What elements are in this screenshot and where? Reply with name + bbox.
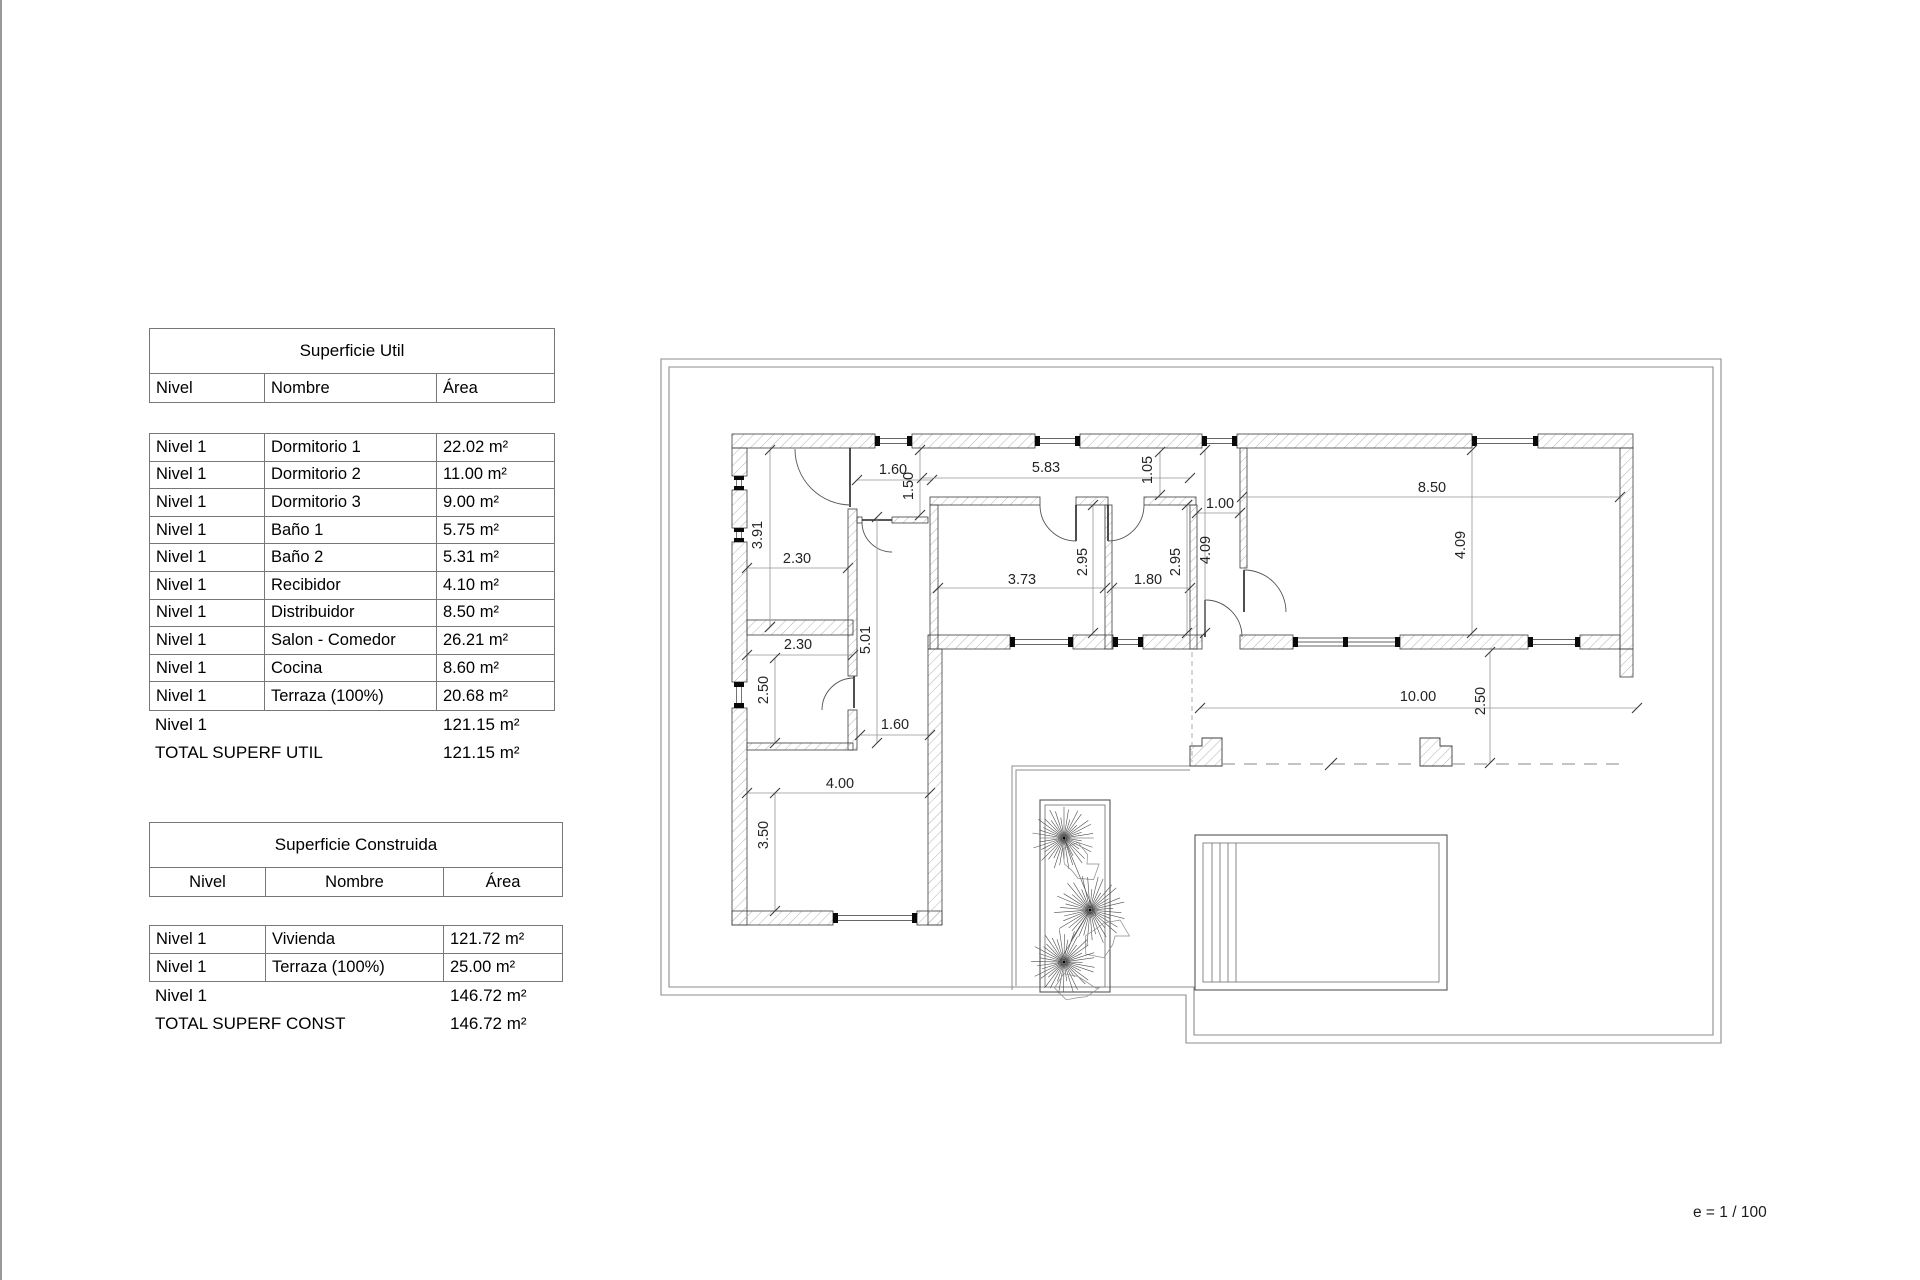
table-cell: 5.75 m²: [443, 520, 499, 539]
dimension-label: 2.50: [756, 675, 772, 705]
total-value: 121.15 m²: [443, 742, 520, 762]
plot-boundary: [661, 359, 1721, 1043]
dimension-label: 1.60: [878, 462, 908, 478]
column-header: Área: [485, 872, 521, 891]
door-entrance: [1205, 600, 1242, 637]
dimension-label: 3.73: [1007, 572, 1037, 588]
table-cell: 121.72 m²: [450, 929, 525, 948]
garden-plants: [1031, 807, 1129, 1000]
dimension-label: 4.09: [1198, 535, 1214, 565]
table-cell: 11.00 m²: [443, 465, 507, 484]
table-cell: Dormitorio 3: [265, 489, 437, 516]
total-label: TOTAL SUPERF CONST: [155, 1014, 346, 1034]
table-cell: 8.50 m²: [443, 603, 499, 622]
table-cell: Dormitorio 1: [265, 434, 437, 461]
total-label: TOTAL SUPERF UTIL: [155, 742, 323, 762]
table-cell: Nivel 1: [150, 655, 265, 682]
table-cell: Terraza (100%): [266, 954, 444, 982]
subtotal-value: 121.15 m²: [443, 714, 520, 734]
table-cell: Distribuidor: [265, 600, 437, 627]
column-header: Nivel: [150, 374, 265, 402]
column-header: Área: [443, 378, 478, 397]
subtotal-label: Nivel 1: [155, 714, 207, 734]
doors: [795, 448, 1286, 710]
pool: [1195, 835, 1447, 990]
terrace-dashed-edge: [1192, 652, 1628, 770]
table-cell: Nivel 1: [150, 544, 265, 571]
dimension-label: 5.01: [858, 625, 874, 655]
walls: [732, 434, 1633, 925]
terrace-pillar: [1190, 738, 1452, 766]
table-cell: Nivel 1: [150, 926, 266, 953]
dimension-label: 3.91: [750, 520, 766, 550]
column-header: Nombre: [266, 868, 444, 896]
table-cell: Cocina: [265, 655, 437, 682]
table-cell: Dormitorio 2: [265, 462, 437, 489]
dimension-label: 3.50: [756, 820, 772, 850]
door-bano-1: [822, 676, 854, 710]
sliding-window: [1293, 637, 1400, 647]
dimension-label: 1.50: [901, 471, 917, 501]
table-cell: Baño 1: [265, 517, 437, 544]
table-cell: Nivel 1: [150, 954, 266, 982]
dimension-label: 2.95: [1168, 547, 1184, 577]
table-cell: 20.68 m²: [443, 686, 509, 705]
total-value: 146.72 m²: [450, 1014, 527, 1034]
door-salon: [1244, 570, 1286, 612]
windows: [734, 436, 1580, 923]
table-cell: Baño 2: [265, 544, 437, 571]
garden-bed: [1040, 800, 1110, 992]
table-cell: Nivel 1: [150, 517, 265, 544]
table-cell: 8.60 m²: [443, 658, 499, 677]
dimension-label: 4.09: [1453, 530, 1469, 560]
table-cell: Recibidor: [265, 572, 437, 599]
scale-note: e = 1 / 100: [1693, 1204, 1767, 1221]
column-header: Nivel: [150, 868, 266, 896]
door-dormitorio2: [1040, 505, 1076, 541]
table-cell: Nivel 1: [150, 462, 265, 489]
dimension-label: 2.30: [782, 551, 812, 567]
table-cell: Nivel 1: [150, 572, 265, 599]
table-cell: Nivel 1: [150, 489, 265, 516]
table-cell: Nivel 1: [150, 682, 265, 710]
table-title: Superficie Util: [149, 328, 555, 374]
dimension-label: 5.83: [1031, 460, 1061, 476]
subtotal-value: 146.72 m²: [450, 986, 527, 1006]
table-cell: 9.00 m²: [443, 492, 499, 511]
dimension-labels: [750, 456, 1489, 849]
table-cell: Nivel 1: [150, 600, 265, 627]
dimension-label: 2.50: [1473, 686, 1489, 716]
dimension-label: 1.60: [880, 717, 910, 733]
door-dormitorio1: [795, 448, 851, 507]
dimension-label: 8.50: [1417, 480, 1447, 496]
door-bano-2: [1108, 505, 1144, 541]
dimension-label: 2.95: [1075, 547, 1091, 577]
dimension-label: 2.30: [783, 637, 813, 653]
subtotal-label: Nivel 1: [155, 986, 207, 1006]
dimension-label: 10.00: [1399, 689, 1437, 705]
table-cell: Terraza (100%): [265, 682, 437, 710]
table-cell: 4.10 m²: [443, 575, 499, 594]
dimension-label: 1.80: [1133, 572, 1163, 588]
table-cell: Salon - Comedor: [265, 627, 437, 654]
dimension-label: 4.00: [825, 776, 855, 792]
table-cell: Nivel 1: [150, 434, 265, 461]
table-cell: 22.02 m²: [443, 437, 509, 456]
dimension-label: 1.05: [1140, 455, 1156, 485]
table-cell: 5.31 m²: [443, 548, 499, 567]
table-title: Superficie Construida: [149, 822, 563, 868]
table-cell: 26.21 m²: [443, 630, 509, 649]
dimension-label: 1.00: [1205, 496, 1235, 512]
column-header: Nombre: [265, 374, 437, 402]
table-cell: Vivienda: [266, 926, 444, 953]
table-cell: 25.00 m²: [450, 957, 516, 976]
table-cell: Nivel 1: [150, 627, 265, 654]
